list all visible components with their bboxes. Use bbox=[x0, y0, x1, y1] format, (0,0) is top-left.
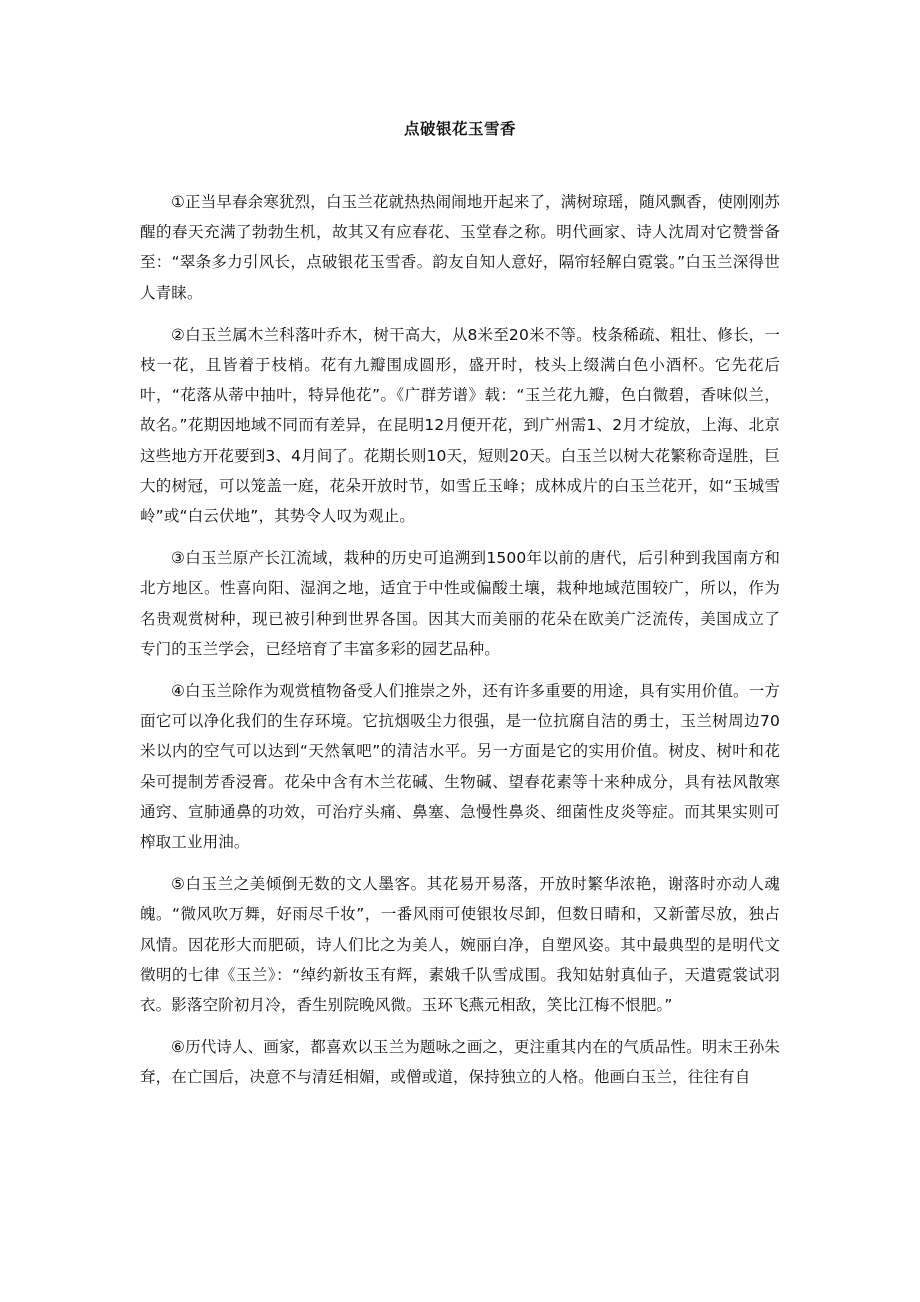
paragraph-1: ①正当早春余寒犹烈，白玉兰花就热热闹闹地开起来了，满树琼瑶，随风飘香，使刚刚苏醒的春天充满了勃勃生机，故其又有应春花、玉堂春之称。明代画家、诗人沈周对它赞誉备至：“翠条多力引风长，点破银花玉雪香。韵友自知人意好，隔帘轻解白霓裳。”白玉兰深得世人青睐。 bbox=[140, 193, 780, 302]
document-title: 点破银花玉雪香 bbox=[403, 120, 516, 138]
paragraph-2: ②白玉兰属木兰科落叶乔木，树干高大，从8米至20米不等。枝条稀疏、粗壮、修长，一枝一花，且皆着于枝梢。花有九瓣围成圆形，盛开时，枝头上缀满白色小酒杯。它先花后叶，“花落从蒂中抽叶，特异他花”。《广群芳谱》载：“玉兰花九瓣，色白微碧，香味似兰，故名。”花期因地域不同而有差异，在昆明12月便开花，到广州需1、2月才绽放，上海、北京这些地方开花要到3、4月间了。花期长则10天，短则20天。白玉兰以树大花繁称奇逞胜，巨大的树冠，可以笼盖一庭，花朵开放时节，如雪丘玉峰；成林成片的白玉兰花开，如“玉城雪岭”或“白云伏地”，其势令人叹为观止。 bbox=[140, 325, 780, 526]
document-body bbox=[140, 187, 780, 1105]
paragraph-6: ⑥历代诗人、画家，都喜欢以玉兰为题咏之画之，更注重其内在的气质品性。明末王孙朱耷，在亡国后，决意不与清廷相媚，或僧或道，保持独立的人格。他画白玉兰，往往有自 bbox=[140, 1038, 780, 1087]
paragraph-3: ③白玉兰原产长江流域，栽种的历史可追溯到1500年以前的唐代，后引种到我国南方和北方地区。性喜向阳、湿润之地，适宜于中性或偏酸土壤，栽种地域范围较广，所以，作为名贵观赏树种，现已被引种到世界各国。因其大而美丽的花朵在欧美广泛流传，美国成立了专门的玉兰学会，已经培育了丰富多彩的园艺品种。 bbox=[140, 549, 780, 658]
paragraph-4: ④白玉兰除作为观赏植物备受人们推崇之外，还有许多重要的用途，具有实用价值。一方面它可以净化我们的生存环境。它抗烟吸尘力很强，是一位抗腐自洁的勇士，玉兰树周边70米以内的空气可以达到“天然氧吧”的清洁水平。另一方面是它的实用价值。树皮、树叶和花朵可提制芳香浸膏。花朵中含有木兰花碱、生物碱、望春花素等十来种成分，具有祛风散寒通窍、宣肺通鼻的功效，可治疗头痛、鼻塞、急慢性鼻炎、细菌性皮炎等症。而其果实则可榨取工业用油。 bbox=[140, 682, 780, 852]
paragraph-5: ⑤白玉兰之美倾倒无数的文人墨客。其花易开易落，开放时繁华浓艳，谢落时亦动人魂魄。“微风吹万舞，好雨尽千妆”，一番风雨可使银妆尽卸，但数日晴和，又新蕾尽放，独占风情。因花形大而肥硕，诗人们比之为美人，婉丽白净，自塑风姿。其中最典型的是明代文徵明的七律《玉兰》：“绰约新妆玉有辉，素娥千队雪成围。我知姑射真仙子，天遣霓裳试羽衣。影落空阶初月冷，香生别院晚风微。玉环飞燕元相敌，笑比江梅不恨肥。” bbox=[140, 875, 780, 1015]
